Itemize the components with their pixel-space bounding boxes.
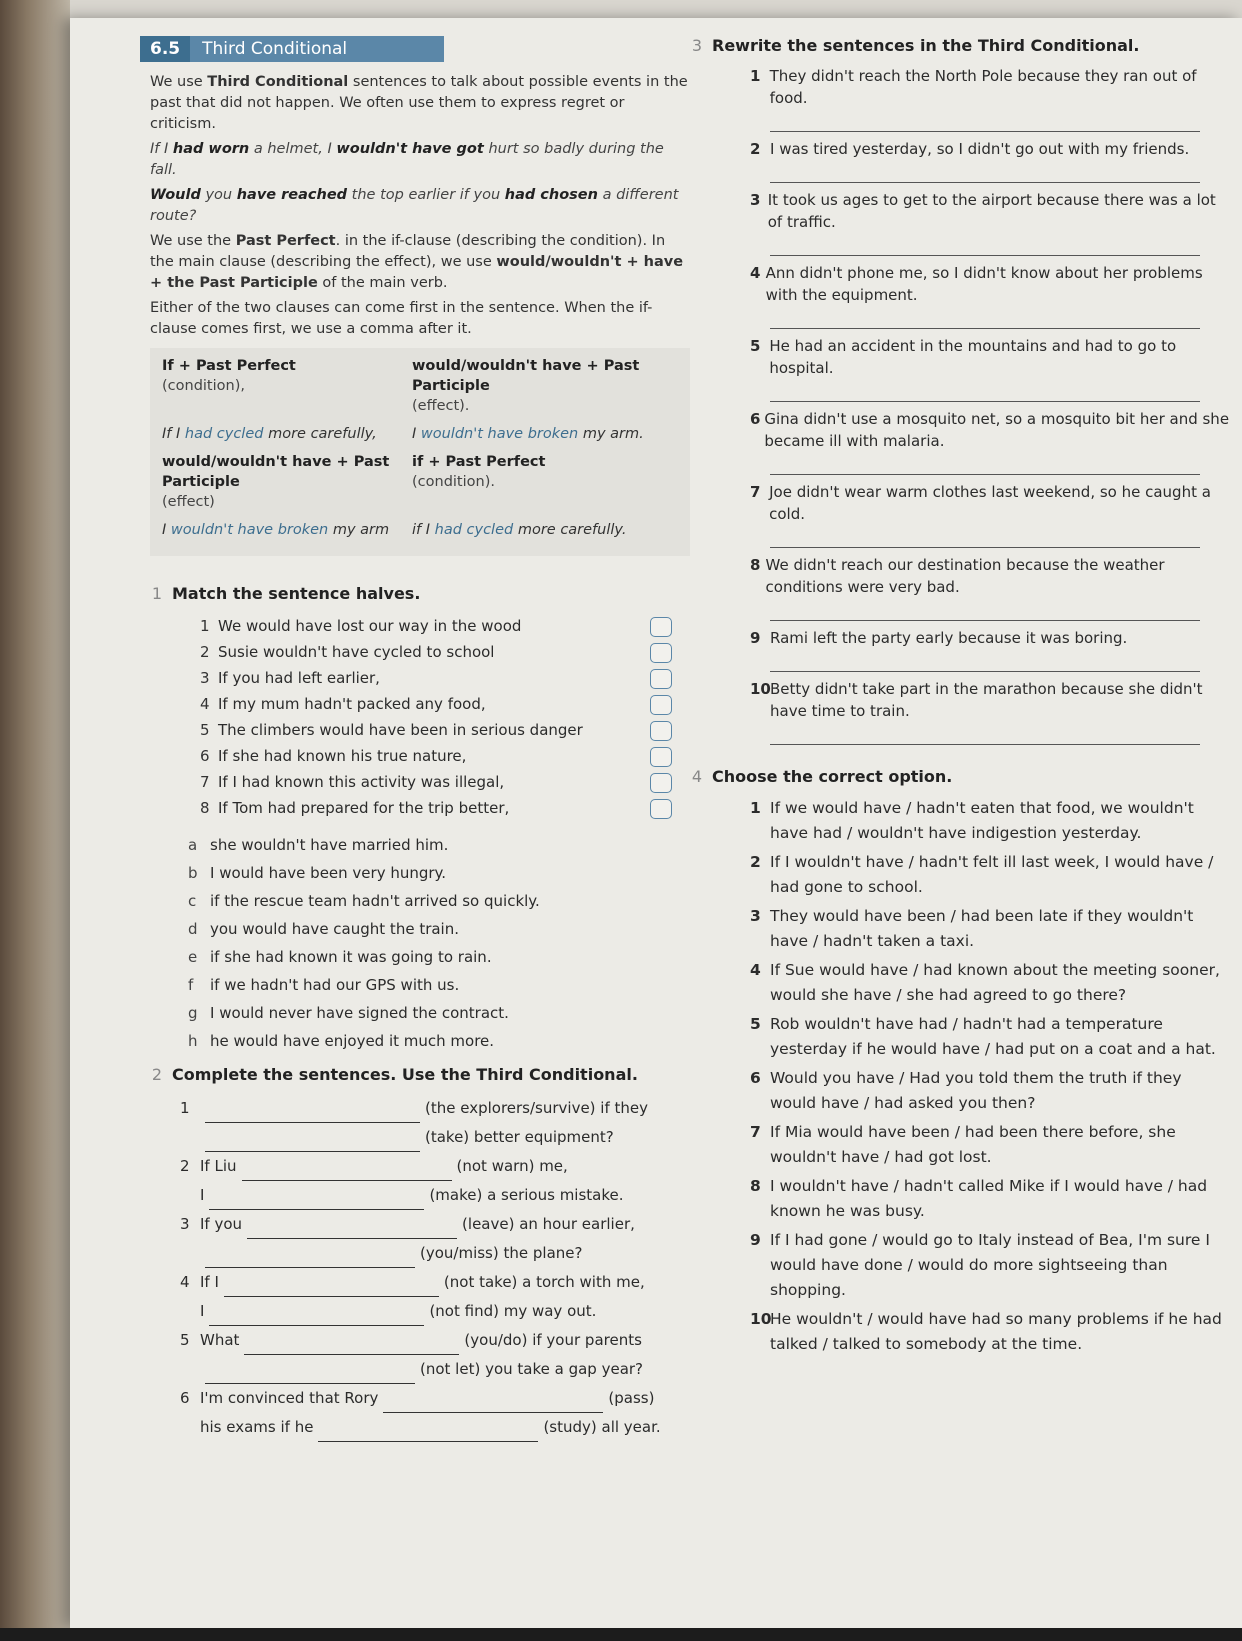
choose-list <box>750 796 1230 1357</box>
list-item: 7 Joe didn't wear warm clothes last weekend, so he caught a cold. <box>750 481 1230 548</box>
answer-blank[interactable] <box>205 1104 420 1123</box>
answer-line[interactable] <box>770 387 1200 402</box>
answer-box[interactable] <box>650 747 672 767</box>
answer-line[interactable] <box>770 117 1200 132</box>
list-item: 5 He had an accident in the mountains and had to go to hospital. <box>750 335 1230 402</box>
list-item: 4 If Sue would have / had known about the meeting sooner, would she have / she had agreed to go there? <box>750 961 1220 1004</box>
answer-box[interactable] <box>650 643 672 663</box>
list-item: 7 If I had known this activity was illegal, <box>200 773 505 791</box>
theory-order: Either of the two clauses can come first in the sentence. When the if-clause comes first, we use a comma after it. <box>150 300 653 337</box>
answer-box[interactable] <box>650 669 672 689</box>
list-item: 2 If I wouldn't have / hadn't felt ill last week, I would have / had gone to school. <box>750 853 1214 896</box>
answer-blank[interactable] <box>224 1278 439 1297</box>
task2-heading: 2 Complete the sentences. Use the Third Conditional. <box>151 1065 638 1084</box>
list-item: 5 The climbers would have been in serious danger <box>200 721 583 739</box>
list-item: 6 Would you have / Had you told them the truth if they would have / had asked you then? <box>750 1069 1182 1112</box>
list-item: a she wouldn't have married him. <box>188 836 449 854</box>
answer-line[interactable] <box>770 460 1200 475</box>
answer-box[interactable] <box>650 617 672 637</box>
match-options <box>188 831 690 1055</box>
list-item: 3 If you had left earlier, <box>200 669 380 687</box>
answer-blank[interactable] <box>242 1162 452 1181</box>
list-item: 9 If I had gone / would go to Italy instead of Bea, I'm sure I would have done / would do more sightseeing than shopping. <box>750 1231 1210 1299</box>
answer-box[interactable] <box>650 799 672 819</box>
list-item: 4 If my mum hadn't packed any food, <box>200 695 486 713</box>
list-item: 7 If Mia would have been / had been there before, she wouldn't have / had got lost. <box>750 1123 1176 1166</box>
list-item: 10 Betty didn't take part in the marathon because she didn't have time to train. <box>750 678 1230 745</box>
table-row: would/wouldn't have + Past Participle (effect) if + Past Perfect (condition). <box>162 454 546 510</box>
answer-blank[interactable] <box>205 1365 415 1384</box>
answer-line[interactable] <box>770 730 1200 745</box>
answer-blank[interactable] <box>209 1191 424 1210</box>
bottom-edge <box>0 1628 1242 1641</box>
list-item: 8 If Tom had prepared for the trip better, <box>200 799 510 817</box>
list-item: 8 I wouldn't have / hadn't called Mike if I would have / had known he was busy. <box>750 1177 1208 1220</box>
answer-blank[interactable] <box>244 1336 459 1355</box>
answer-blank[interactable] <box>209 1307 424 1326</box>
theory-intro: We use Third Conditional sentences to talk about possible events in the past that did not happen. We often use them to express regret or criticism. <box>150 74 688 132</box>
list-item: 1 We would have lost our way in the wood <box>200 617 522 635</box>
list-item: d you would have caught the train. <box>188 920 460 938</box>
list-item: 8 We didn't reach our destination because the weather conditions were very bad. <box>750 554 1230 621</box>
list-item: 4 Ann didn't phone me, so I didn't know about her problems with the equipment. <box>750 262 1230 329</box>
example-2: Would you have reached the top earlier if you had chosen a different route? <box>150 187 679 224</box>
right-column <box>670 36 1230 1361</box>
answer-line[interactable] <box>770 241 1200 256</box>
answer-line[interactable] <box>770 314 1200 329</box>
textbook-page <box>70 18 1242 1628</box>
answer-blank[interactable] <box>318 1423 538 1442</box>
example-1: If I had worn a helmet, I wouldn't have got hurt so badly during the fall. <box>150 141 664 178</box>
answer-line[interactable] <box>770 657 1200 672</box>
list-item: 2 Susie wouldn't have cycled to school <box>200 643 495 661</box>
answer-blank[interactable] <box>205 1249 415 1268</box>
list-item: 3 It took us ages to get to the airport because there was a lot of traffic. <box>750 189 1230 256</box>
theory-box <box>150 72 690 556</box>
answer-blank[interactable] <box>205 1133 420 1152</box>
list-item: f if we hadn't had our GPS with us. <box>188 976 460 994</box>
table-row: If I had cycled more carefully, I wouldn't have broken my arm. <box>162 426 644 442</box>
rewrite-list <box>750 65 1230 745</box>
list-item: 1 If we would have / hadn't eaten that food, we wouldn't have had / wouldn't have indigestion yesterday. <box>750 799 1194 842</box>
list-item: 10 He wouldn't / would have had so many problems if he had talked / talked to somebody at the time. <box>750 1310 1222 1353</box>
book-spine <box>0 0 70 1641</box>
list-item: 2 I was tired yesterday, so I didn't go out with my friends. <box>750 138 1230 183</box>
fill-list: 1 (the explorers/survive) if they (take) better equipment? 2 If Liu (not warn) me, I (make) a serious mistake. 3 If you (leave) an hour earlier, (you/miss) the plane? 4 If I (not take) a torch with me, I (not find) my way out. 5 What (you/do) if your parents (not let) you take a gap year? 6 I'm convinced that Rory (pass) his exams if he (study) all year. <box>180 1094 690 1442</box>
table-row: I wouldn't have broken my arm if I had cycled more carefully. <box>162 522 627 538</box>
task3-heading: 3 Rewrite the sentences in the Third Conditional. <box>691 36 1140 55</box>
list-item: 6 If she had known his true nature, <box>200 747 467 765</box>
unit-number: 6.5 <box>140 36 190 62</box>
answer-line[interactable] <box>770 168 1200 183</box>
list-item: 3 They would have been / had been late if they wouldn't have / hadn't taken a taxi. <box>750 907 1194 950</box>
grammar-table <box>150 348 690 556</box>
list-item: 5 Rob wouldn't have had / hadn't had a temperature yesterday if he would have / had put on a coat and a hat. <box>750 1015 1216 1058</box>
answer-box[interactable] <box>650 695 672 715</box>
answer-line[interactable] <box>770 606 1200 621</box>
list-item: b I would have been very hungry. <box>188 864 447 882</box>
list-item: h he would have enjoyed it much more. <box>188 1032 495 1050</box>
task1-heading: 1 Match the sentence halves. <box>151 584 421 603</box>
list-item: 9 Rami left the party early because it was boring. <box>750 627 1230 672</box>
answer-box[interactable] <box>650 721 672 741</box>
list-item: c if the rescue team hadn't arrived so quickly. <box>188 892 540 910</box>
unit-title: Third Conditional <box>190 36 444 62</box>
list-item: 1 They didn't reach the North Pole because they ran out of food. <box>750 65 1230 132</box>
theory-rule: We use the Past Perfect. in the if-clause (describing the condition). In the main clause (describing the effect), we use would/wouldn't + have + the Past Participle of the main verb. <box>150 233 684 291</box>
match-list <box>200 613 690 821</box>
answer-blank[interactable] <box>247 1220 457 1239</box>
left-column <box>130 36 690 1442</box>
task4-heading: 4 Choose the correct option. <box>691 767 953 786</box>
list-item: g I would never have signed the contract. <box>188 1004 509 1022</box>
answer-blank[interactable] <box>383 1394 603 1413</box>
table-row: If + Past Perfect (condition), would/wouldn't have + Past Participle (effect). <box>162 358 640 414</box>
unit-header <box>140 36 690 62</box>
list-item: 6 Gina didn't use a mosquito net, so a mosquito bit her and she became ill with malaria. <box>750 408 1230 475</box>
answer-box[interactable] <box>650 773 672 793</box>
list-item: e if she had known it was going to rain. <box>188 948 492 966</box>
answer-line[interactable] <box>770 533 1200 548</box>
